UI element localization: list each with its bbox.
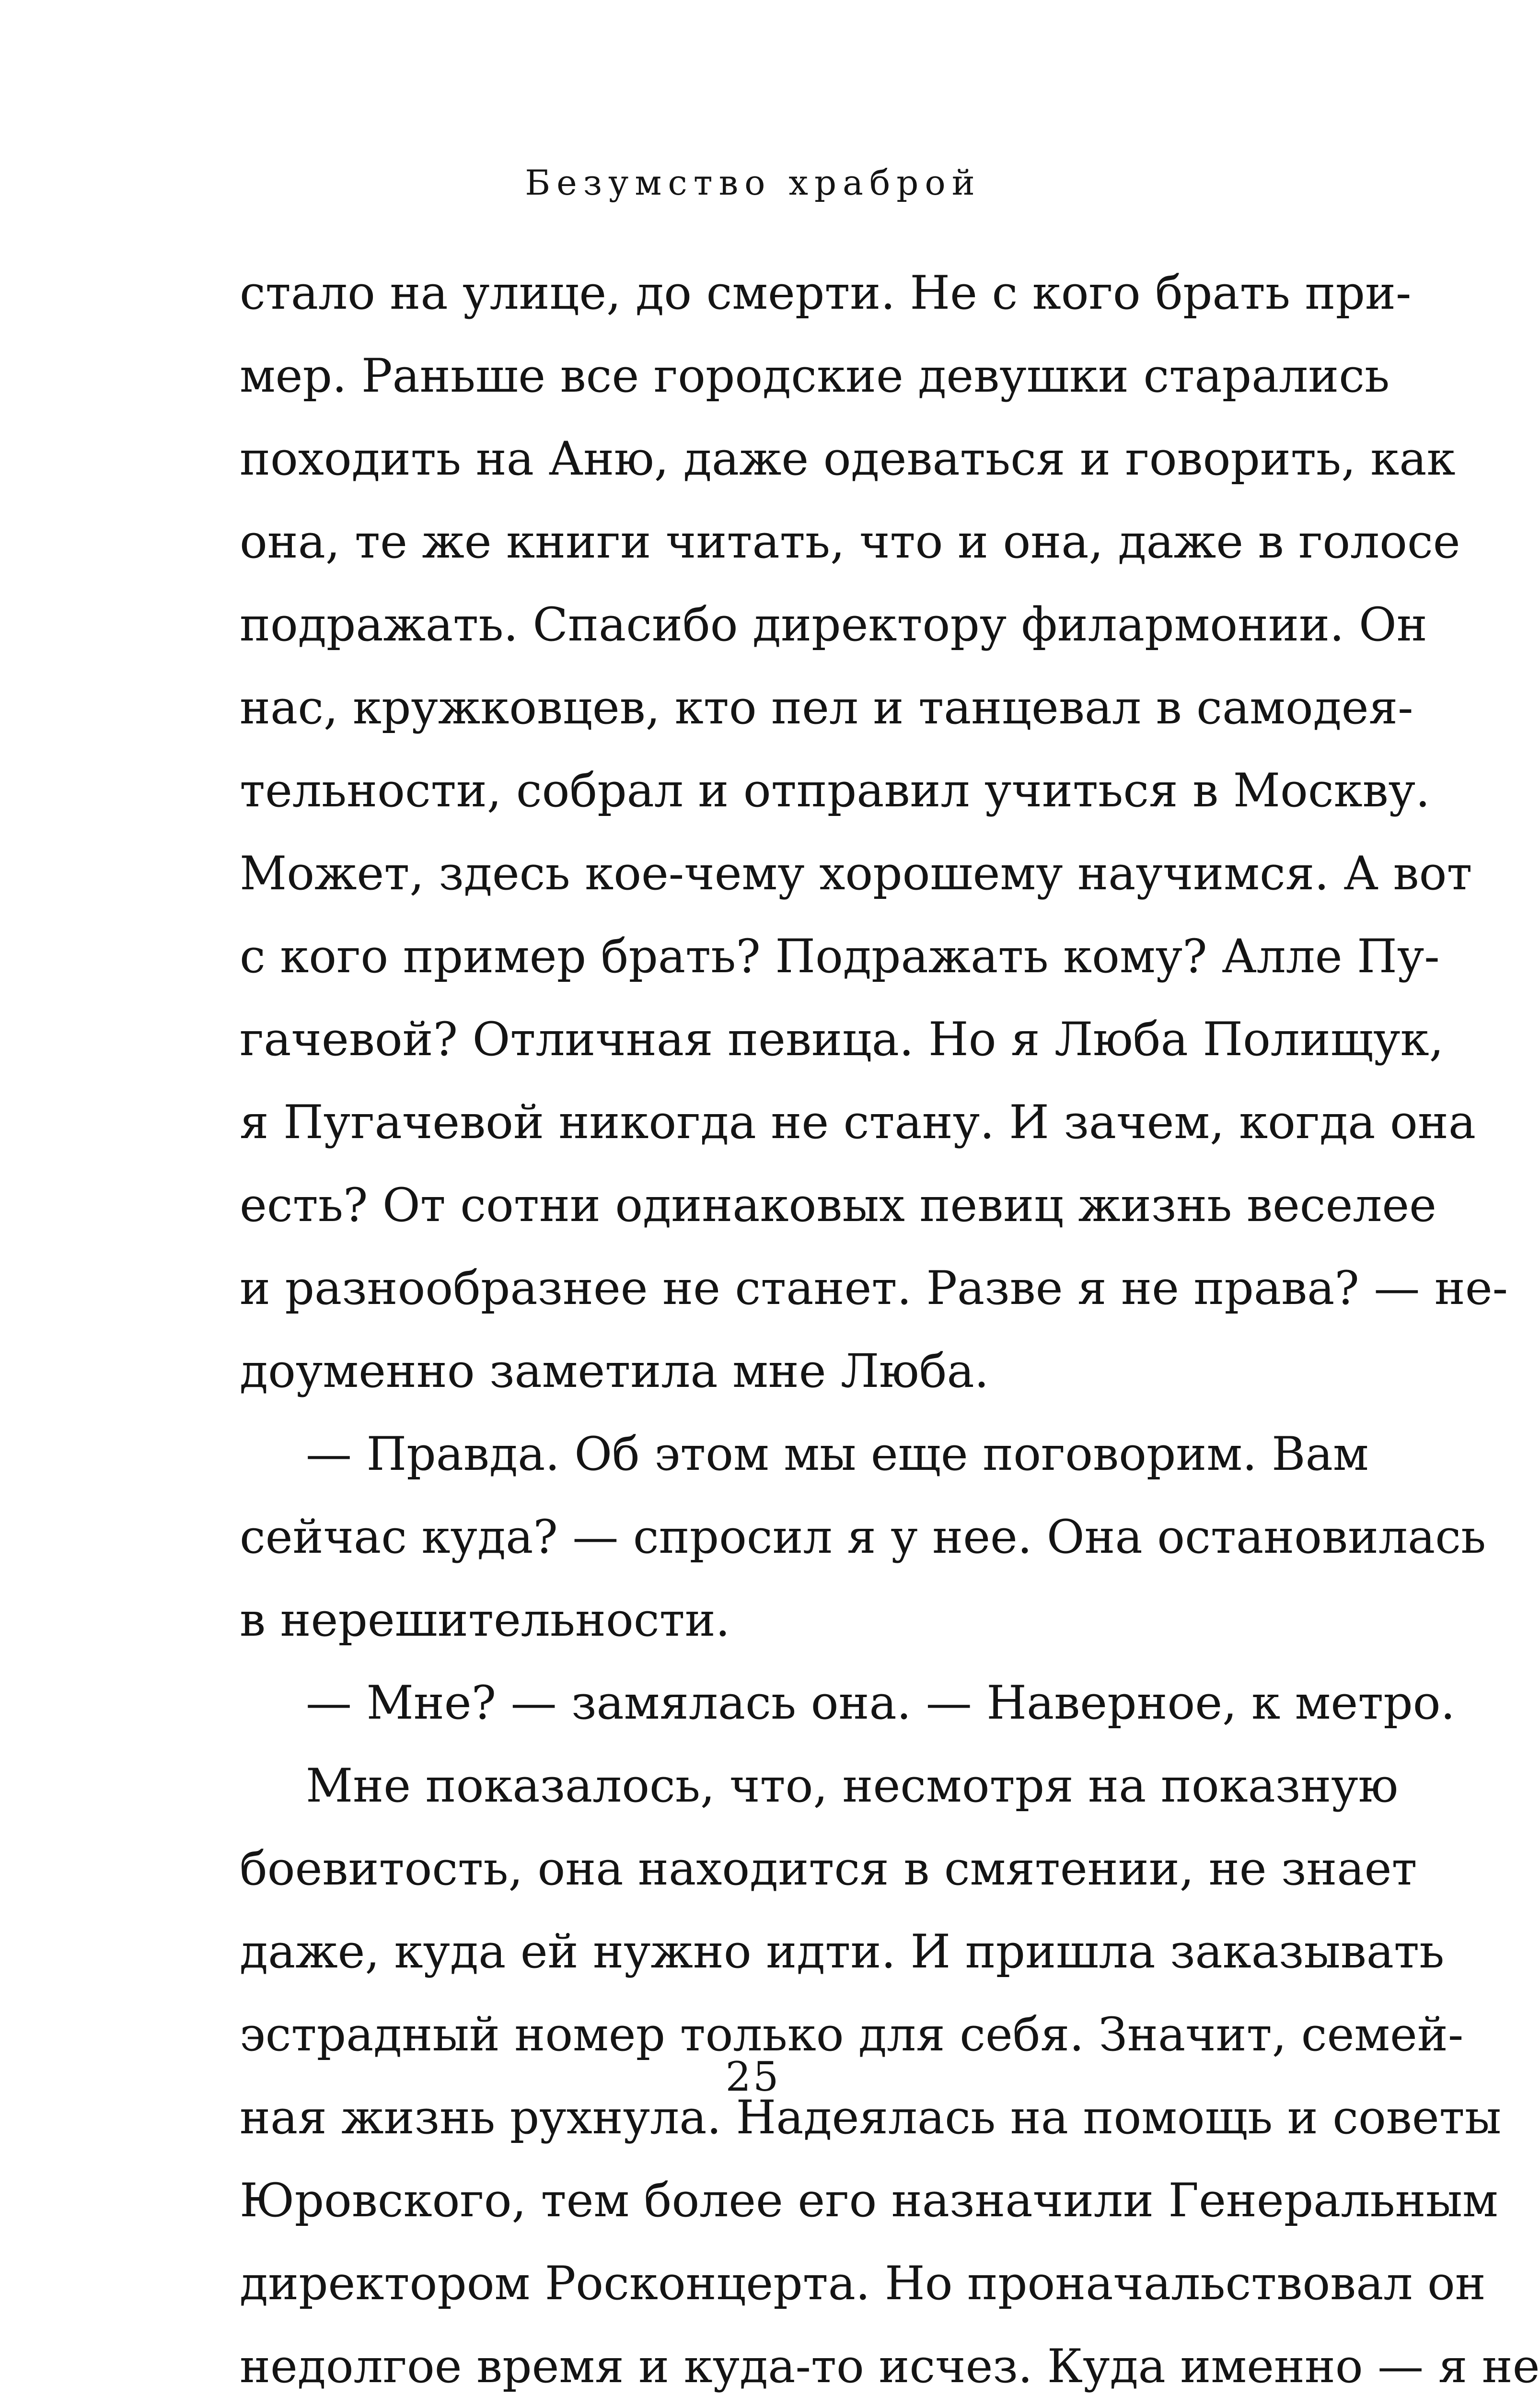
text-line: боевитость, она находится в смятении, не знает [240,1842,1417,1896]
text-line: Юровского, тем более его назначили Генеральным [240,2174,1498,2227]
text-line: Мне показалось, что, несмотря на показную [306,1759,1399,1813]
text-line: есть? От сотни одинаковых певиц жизнь веселее [240,1178,1436,1232]
text-line: тельности, собрал и отправил учиться в Москву. [240,764,1430,817]
text-line: с кого пример брать? Подражать кому? Алле Пу- [240,930,1440,983]
text-line: директором Росконцерта. Но проначальствовал он [240,2257,1486,2310]
text-line: в нерешительности. [240,1593,730,1647]
text-line: доуменно заметила мне Люба. [240,1344,989,1398]
text-line: нас, кружковцев, кто пел и танцевал в самодея- [240,681,1413,734]
text-line: походить на Аню, даже одеваться и говорить, как [240,432,1456,486]
text-line: и разнообразнее не станет. Разве я не права? — не- [240,1261,1508,1315]
text-line: даже, куда ей нужно идти. И пришла заказывать [240,1925,1445,1978]
text-line: — Правда. Об этом мы еще поговорим. Вам [306,1427,1369,1481]
text-line: подражать. Спасибо директору филармонии. Он [240,598,1427,652]
page-number: 25 [725,2053,781,2100]
text-line: ная жизнь рухнула. Надеялась на помощь и советы [240,2091,1502,2144]
text-line: Может, здесь кое-чему хорошему научимся. А вот [240,847,1472,900]
running-head: Безумство храброй [525,163,981,203]
text-line: гачевой? Отличная певица. Но я Люба Полищук, [240,1012,1444,1066]
text-line: — Мне? — замялась она. — Наверное, к метро. [306,1676,1456,1730]
text-line: она, те же книги читать, что и она, даже в голосе [240,515,1460,569]
text-line: стало на улице, до смерти. Не с кого брать при- [240,266,1412,320]
text-line: мер. Раньше все городские девушки старались [240,349,1390,403]
text-line: эстрадный номер только для себя. Значит, семей- [240,2008,1464,2061]
text-line: я Пугачевой никогда не стану. И зачем, когда она [240,1095,1476,1149]
text-line: сейчас куда? — спросил я у нее. Она остановилась [240,1510,1486,1564]
text-line: недолгое время и куда-то исчез. Куда именно — я не [240,2339,1540,2393]
